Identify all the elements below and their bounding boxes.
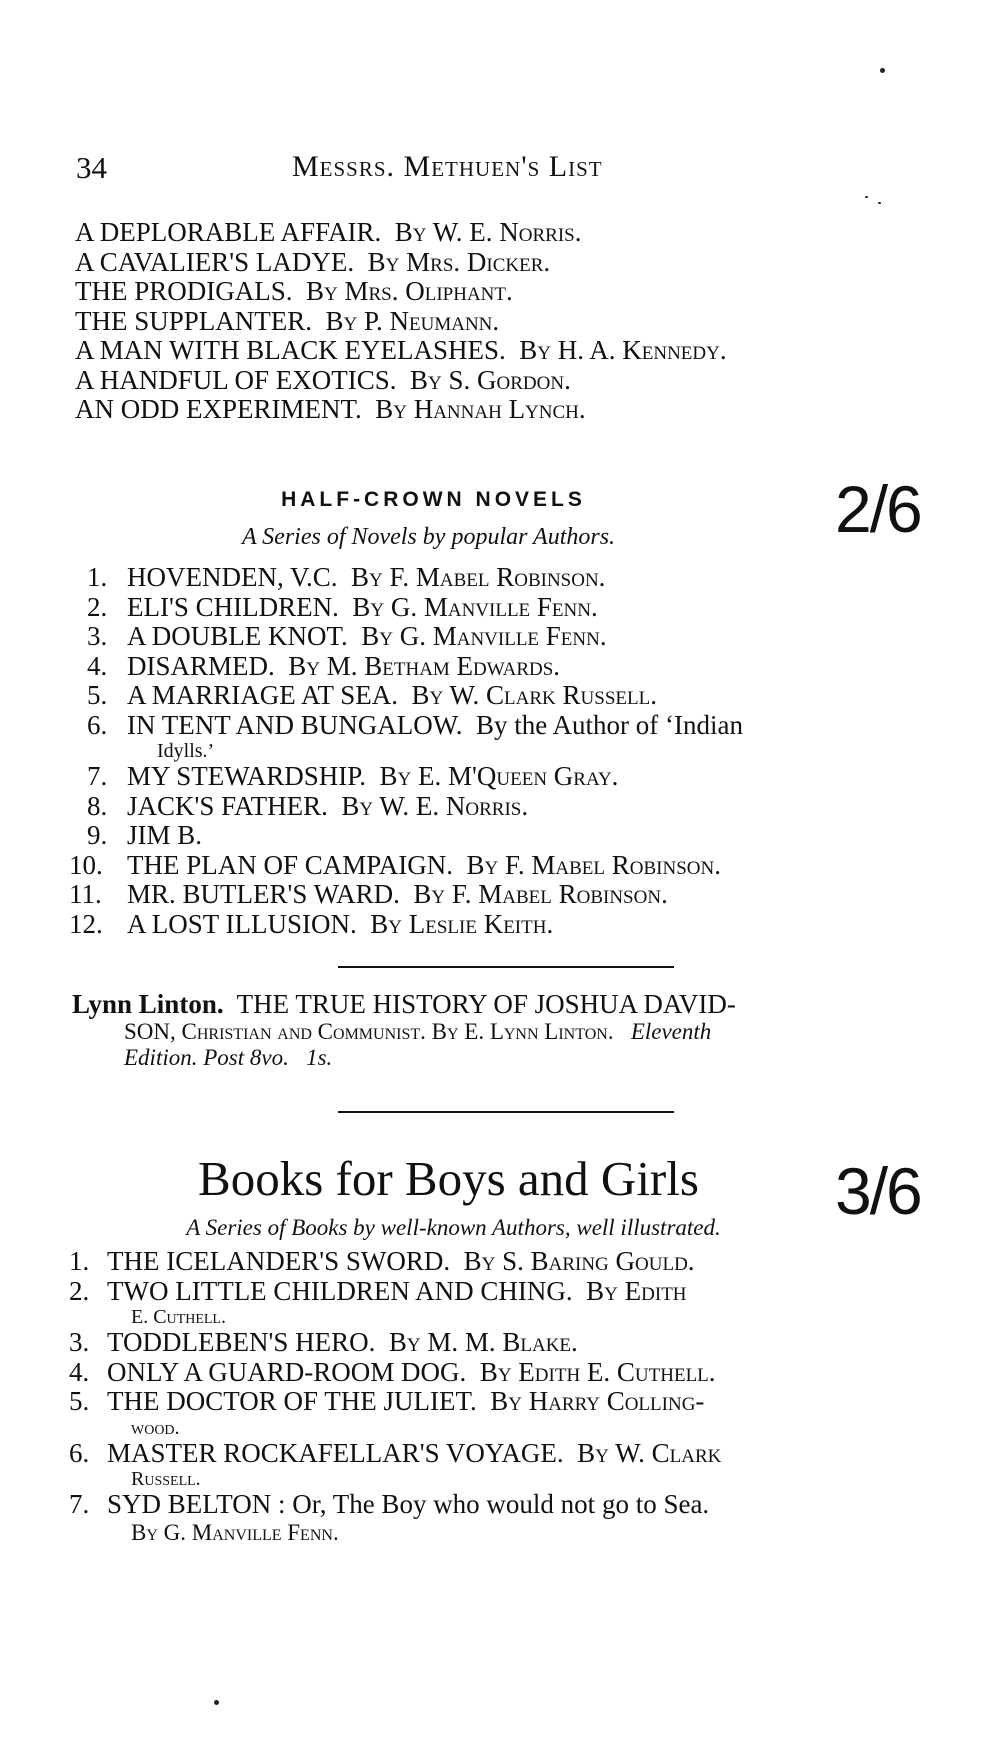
title-list: [75, 218, 955, 425]
list-item: 10. THE PLAN OF CAMPAIGN. By F. Mabel Robinson.: [69, 849, 721, 880]
print-speck: [878, 202, 881, 204]
title-entry: A MAN WITH BLACK EYELASHES. By H. A. Kennedy.: [75, 335, 727, 365]
list-item: 8. JACK'S FATHER. By W. E. Norris.: [87, 790, 529, 821]
list-item: 6. IN TENT AND BUNGALOW. By the Author of ‘Indian Idylls.’: [65, 711, 955, 763]
title-entry: AN ODD EXPERIMENT. By Hannah Lynch.: [75, 394, 586, 424]
list-item: 4. ONLY A GUARD-ROOM DOG. By Edith E. Cuthell.: [69, 1356, 716, 1387]
half-crown-heading: HALF-CROWN NOVELS: [281, 488, 586, 511]
title-entry: A CAVALIER'S LADYE. By Mrs. Dicker.: [75, 246, 551, 277]
boys-girls-price: 3/6: [835, 1154, 921, 1228]
boys-girls-list: [65, 1247, 955, 1546]
linton-entry: [72, 990, 952, 1071]
linton-line-2: SON, Christian and Communist. By E. Lynn Linton.: [124, 1019, 614, 1044]
section-divider: [338, 1111, 674, 1113]
list-item: 5. THE DOCTOR OF THE JULIET. By Harry Colling- wood.: [65, 1387, 955, 1439]
half-crown-list: [65, 563, 955, 939]
list-item-continuation: By G. Manville Fenn.: [131, 1519, 339, 1545]
list-item: 2. ELI'S CHILDREN. By G. Manville Fenn.: [87, 591, 598, 622]
linton-size: 8vo.: [249, 1045, 289, 1070]
title-entry: A HANDFUL OF EXOTICS. By S. Gordon.: [75, 364, 571, 395]
linton-title: THE TRUE HISTORY OF JOSHUA DAVID-: [236, 989, 736, 1019]
list-item: 3. TODDLEBEN'S HERO. By M. M. Blake.: [69, 1327, 578, 1357]
list-item: 7. SYD BELTON : Or, The Boy who would not go to Sea. By G. Manville Fenn.: [65, 1490, 955, 1546]
boys-girls-subheading: A Series of Books by well-known Authors, well illustrated.: [186, 1215, 721, 1240]
list-item-continuation: Idylls.’: [157, 740, 215, 762]
list-item-continuation: Russell.: [131, 1468, 201, 1490]
linton-price: 1s.: [306, 1045, 333, 1070]
print-speck: [865, 196, 868, 198]
list-item: 2. TWO LITTLE CHILDREN AND CHING. By Edith E. Cuthell.: [65, 1277, 955, 1329]
print-speck: [880, 68, 885, 73]
title-entry: THE PRODIGALS. By Mrs. Oliphant.: [75, 276, 513, 306]
running-head: [72, 150, 952, 190]
linton-format: Edition. Post: [124, 1045, 245, 1070]
list-item: 4. DISARMED. By M. Betham Edwards.: [87, 650, 561, 681]
list-item: 11. MR. BUTLER'S WARD. By F. Mabel Robinson.: [69, 879, 668, 909]
list-item-continuation: wood.: [131, 1416, 180, 1439]
list-item-continuation: E. Cuthell.: [131, 1306, 226, 1328]
boys-girls-heading: Books for Boys and Girls: [198, 1151, 699, 1206]
list-item: 7. MY STEWARDSHIP. By E. M'Queen Gray.: [87, 761, 619, 791]
list-item: 12. A LOST ILLUSION. By Leslie Keith.: [69, 908, 554, 939]
print-speck: [214, 1700, 219, 1705]
linton-edition: Eleventh: [630, 1019, 712, 1044]
list-item: 9. JIM B.: [87, 820, 203, 850]
title-entry: A DEPLORABLE AFFAIR. By W. E. Norris.: [75, 217, 582, 247]
list-item: 6. MASTER ROCKAFELLAR'S VOYAGE. By W. Clark Russell.: [65, 1439, 955, 1491]
section-divider: [338, 966, 674, 968]
title-entry: THE SUPPLANTER. By P. Neumann.: [75, 305, 500, 336]
header-title: Messrs. Methuen's List: [292, 150, 603, 183]
list-item: 3. A DOUBLE KNOT. By G. Manville Fenn.: [87, 621, 607, 651]
half-crown-subheading: A Series of Novels by popular Authors.: [241, 524, 616, 550]
linton-author-name: Lynn Linton.: [72, 989, 224, 1019]
list-item: 1. THE ICELANDER'S SWORD. By S. Baring Gould.: [69, 1246, 695, 1276]
half-crown-price: 2/6: [835, 472, 921, 546]
list-item: 1. HOVENDEN, V.C. By F. Mabel Robinson.: [87, 562, 606, 592]
list-item: 5. A MARRIAGE AT SEA. By W. Clark Russell.: [87, 680, 657, 710]
page-number: 34: [76, 150, 107, 185]
